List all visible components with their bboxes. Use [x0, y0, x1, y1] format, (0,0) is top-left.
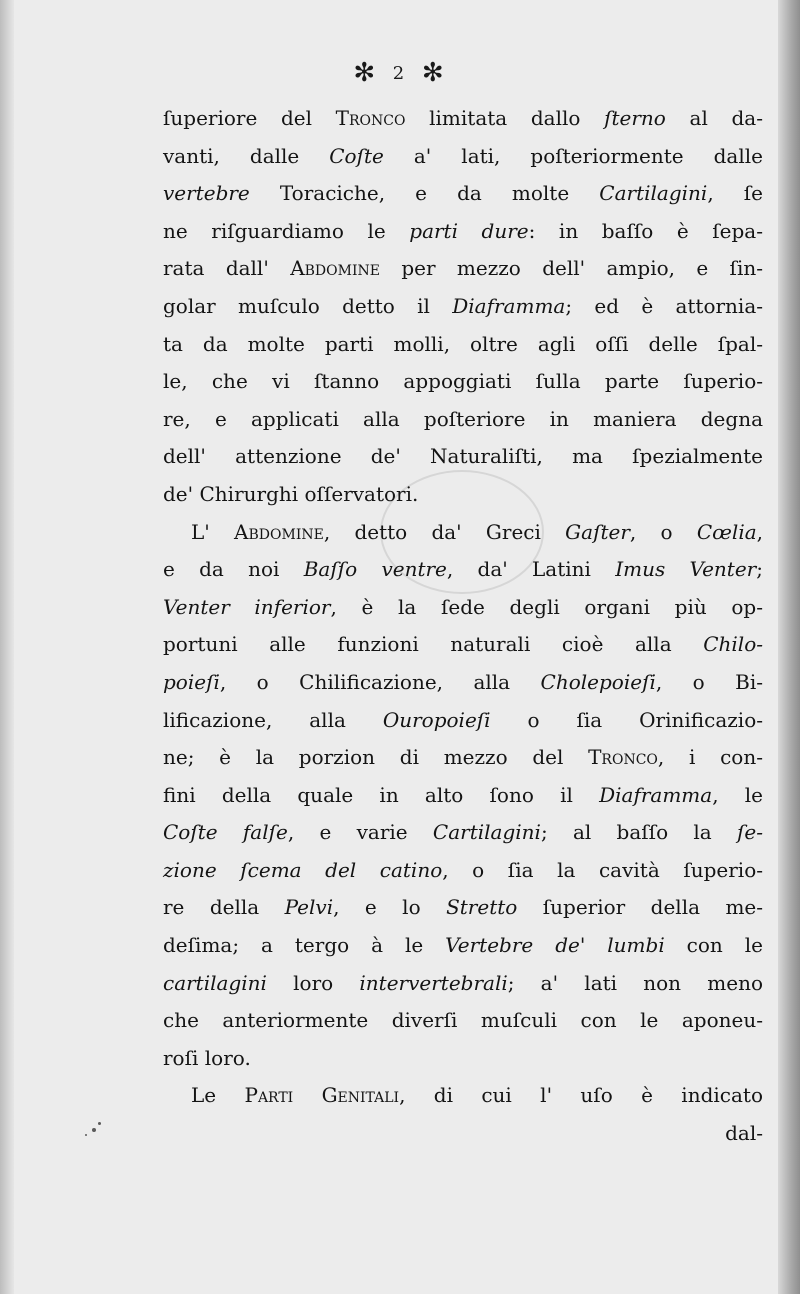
text-line: [163, 288, 763, 326]
text-segment: vanti, dalle: [163, 143, 330, 168]
text-segment: ,: [756, 519, 763, 544]
text-line: [163, 100, 763, 138]
italic-term: Gaſter: [565, 519, 630, 544]
text-segment: ; ed è attornia-: [565, 293, 764, 318]
italic-term: Coſte falſe: [163, 820, 288, 845]
text-segment: e da noi: [163, 557, 304, 582]
text-segment: ſuperior della me-: [517, 895, 764, 920]
text-line: [163, 138, 763, 176]
text-segment: loro: [266, 970, 360, 995]
text-line: [163, 814, 763, 852]
text-line: [163, 438, 763, 476]
ink-speck: [85, 1134, 87, 1136]
text-segment: , le: [712, 782, 763, 807]
text-line: [163, 852, 763, 890]
text-segment: , o Bi-: [655, 669, 764, 694]
text-segment: o ſia Orinificazio-: [490, 707, 763, 732]
text-line: [163, 777, 763, 815]
text-segment: ne; è la porzion di mezzo del: [163, 745, 589, 770]
text-line: [163, 965, 763, 1003]
text-line: [163, 213, 763, 251]
small-caps-term: Abdomine: [234, 519, 324, 544]
text-segment: re della: [163, 895, 285, 920]
text-line: [163, 326, 763, 364]
text-segment: , i con-: [657, 745, 763, 770]
text-segment: ta da molte parti molli, oltre agli oſſi delle ſpal-: [163, 331, 763, 356]
italic-term: zione ſcema del catino: [163, 857, 443, 882]
text-segment: limitata dallo: [405, 106, 605, 130]
italic-term: ſterno: [604, 106, 666, 130]
text-segment: al da-: [665, 106, 763, 130]
italic-term: Cartilagini: [599, 181, 708, 206]
text-segment: , di cui l' uſo è indicato: [399, 1083, 763, 1108]
text-line: [163, 250, 763, 288]
text-segment: Toraciche, e da molte: [249, 181, 600, 206]
text-segment: fini della quale in alto ſono il: [163, 782, 600, 807]
text-segment: per mezzo dell' ampio, e ſin-: [379, 256, 763, 281]
italic-term: Pelvi: [284, 895, 334, 920]
text-segment: : in baſſo è ſepa-: [528, 218, 763, 243]
text-line: [163, 1077, 763, 1115]
italic-term: parti dure: [409, 218, 529, 243]
text-segment: deſima; a tergo à le: [163, 933, 446, 958]
italic-term: Ouropoieſi: [382, 707, 491, 732]
ink-speck: [92, 1128, 96, 1132]
text-segment: , è la ſede degli organi più op-: [330, 594, 763, 619]
small-caps-term: Tronco: [335, 106, 406, 130]
text-segment: re, e applicati alla poſteriore in maniera degna: [163, 406, 763, 431]
text-segment: le, che vi ſtanno appoggiati ſulla parte ſuperio-: [163, 369, 763, 394]
page-left-shadow: [0, 0, 14, 1294]
text-line: [163, 551, 763, 589]
italic-term: Diaframma: [599, 782, 713, 807]
text-segment: , o: [629, 519, 697, 544]
text-segment: L': [191, 519, 235, 544]
italic-term: poieſi: [163, 669, 220, 694]
text-segment: ;: [756, 557, 763, 582]
text-segment: , da' Latini: [446, 557, 616, 582]
text-line: [163, 1002, 763, 1040]
text-segment: rata dall': [163, 256, 291, 281]
small-caps-term: Abdomine: [290, 256, 380, 281]
italic-term: Imus Venter: [615, 557, 757, 582]
italic-term: Coſte: [329, 143, 384, 168]
italic-term: Chilo-: [703, 632, 763, 657]
page-header: [0, 58, 800, 88]
text-line: [163, 664, 763, 702]
text-segment: ſuperiore del: [163, 106, 336, 130]
italic-term: Stretto: [446, 895, 518, 920]
text-segment: , detto da' Greci: [323, 519, 566, 544]
text-segment: dal-: [725, 1121, 763, 1146]
text-segment: , ſe: [707, 181, 764, 206]
text-line: [163, 1040, 763, 1078]
text-line: [163, 739, 763, 777]
italic-term: Venter inferior: [163, 594, 331, 619]
italic-term: Cholepoieſi: [540, 669, 656, 694]
text-line: [163, 175, 763, 213]
text-line: [163, 589, 763, 627]
text-segment: ; a' lati non meno: [507, 970, 763, 995]
text-segment: Le: [191, 1083, 245, 1108]
text-segment: , o Chilificazione, alla: [219, 669, 541, 694]
text-segment: ne riſguardiamo le: [163, 218, 410, 243]
text-segment: portuni alle funzioni naturali cioè alla: [163, 632, 704, 657]
text-segment: dell' attenzione de' Naturaliſti, ma ſpezialmente: [163, 444, 763, 469]
text-segment: , o ſia la cavità ſuperio-: [442, 857, 764, 882]
ink-speck: [98, 1122, 101, 1125]
text-segment: golar muſculo detto il: [163, 293, 453, 318]
italic-term: Cœlia: [696, 519, 757, 544]
italic-term: Cartilagini: [432, 820, 541, 845]
page-number: 2: [392, 63, 408, 84]
italic-term: Vertebre de' lumbi: [445, 933, 665, 958]
italic-term: intervertebrali: [359, 970, 508, 995]
text-segment: lificazione, alla: [163, 707, 383, 732]
text-segment: , e lo: [333, 895, 447, 920]
italic-term: vertebre: [163, 181, 250, 206]
italic-term: Diaframma: [452, 293, 566, 318]
text-line: [163, 626, 763, 664]
text-line: [163, 927, 763, 965]
text-line: [163, 702, 763, 740]
text-line: [163, 476, 763, 514]
ornament-right-icon: ✻: [421, 58, 447, 88]
page-right-edge: [778, 0, 800, 1294]
text-segment: che anteriormente diverſi muſculi con le aponeu-: [163, 1008, 763, 1033]
text-line: [163, 1115, 763, 1153]
text-segment: de' Chirurghi oſſervatori.: [163, 481, 419, 506]
text-line: [163, 889, 763, 927]
small-caps-term: Tronco: [588, 745, 658, 770]
text-line: [163, 363, 763, 401]
body-text: [163, 100, 763, 1153]
italic-term: Baſſo ventre: [303, 557, 447, 582]
text-line: [163, 514, 763, 552]
text-segment: roſi loro.: [163, 1045, 251, 1070]
ornament-left-icon: ✻: [353, 58, 379, 88]
text-line: [163, 401, 763, 439]
small-caps-term: Parti Genitali: [244, 1083, 400, 1108]
text-segment: con le: [664, 933, 763, 958]
text-segment: ; al baſſo la: [540, 820, 737, 845]
italic-term: cartilagini: [163, 970, 267, 995]
text-segment: a' lati, poſteriormente dalle: [383, 143, 763, 168]
italic-term: ſe-: [737, 820, 763, 845]
text-segment: , e varie: [287, 820, 433, 845]
